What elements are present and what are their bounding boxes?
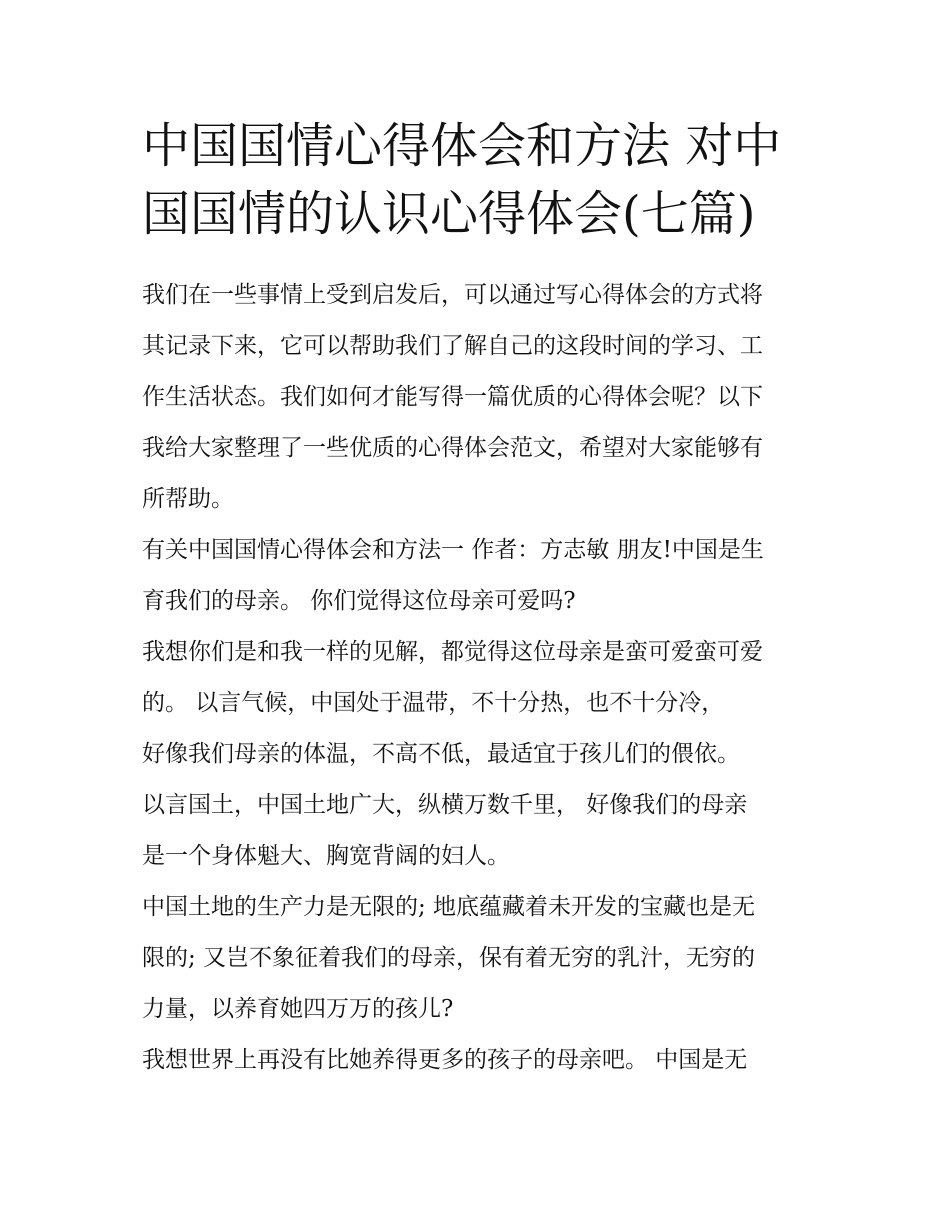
- document-title: [142, 112, 822, 248]
- body-line: 其记录下来，它可以帮助我们了解自己的这段时间的学习、工: [142, 333, 763, 359]
- body-line: 好像我们母亲的体温，不高不低，最适宜于孩儿们的偎依。: [142, 741, 740, 767]
- title-line-2: 国国情的认识心得体会(七篇): [142, 186, 756, 242]
- body-line: 是一个身体魁大、胸宽背阔的妇人。: [142, 843, 510, 869]
- body-line: 我们在一些事情上受到启发后，可以通过写心得体会的方式将: [142, 282, 763, 308]
- body-line: 我想世界上再没有比她养得更多的孩子的母亲吧。 中国是无: [142, 1047, 748, 1073]
- body-line: 育我们的母亲。 你们觉得这位母亲可爱吗?: [142, 588, 576, 614]
- document-content: [142, 112, 822, 1086]
- body-line: 限的; 又岂不象征着我们的母亲，保有着无穷的乳汁，无穷的: [142, 945, 756, 971]
- body-line: 中国土地的生产力是无限的; 地底蕴藏着未开发的宝藏也是无: [142, 894, 756, 920]
- body-line: 我给大家整理了一些优质的心得体会范文，希望对大家能够有: [142, 435, 763, 461]
- title-line-1: 中国国情心得体会和方法 对中: [142, 118, 782, 174]
- body-line: 所帮助。: [142, 486, 234, 512]
- body-line: 我想你们是和我一样的见解，都觉得这位母亲是蛮可爱蛮可爱: [142, 639, 763, 665]
- document-body: [142, 270, 822, 1086]
- body-line: 作生活状态。我们如何才能写得一篇优质的心得体会呢？以下: [142, 384, 763, 410]
- body-line: 的。 以言气候，中国处于温带，不十分热，也不十分冷，: [142, 690, 725, 716]
- body-line: 以言国土，中国土地广大，纵横万数千里， 好像我们的母亲: [142, 792, 748, 818]
- body-line: 有关中国国情心得体会和方法一 作者：方志敏 朋友!中国是生: [142, 537, 764, 563]
- body-line: 力量，以养育她四万万的孩儿?: [142, 996, 454, 1022]
